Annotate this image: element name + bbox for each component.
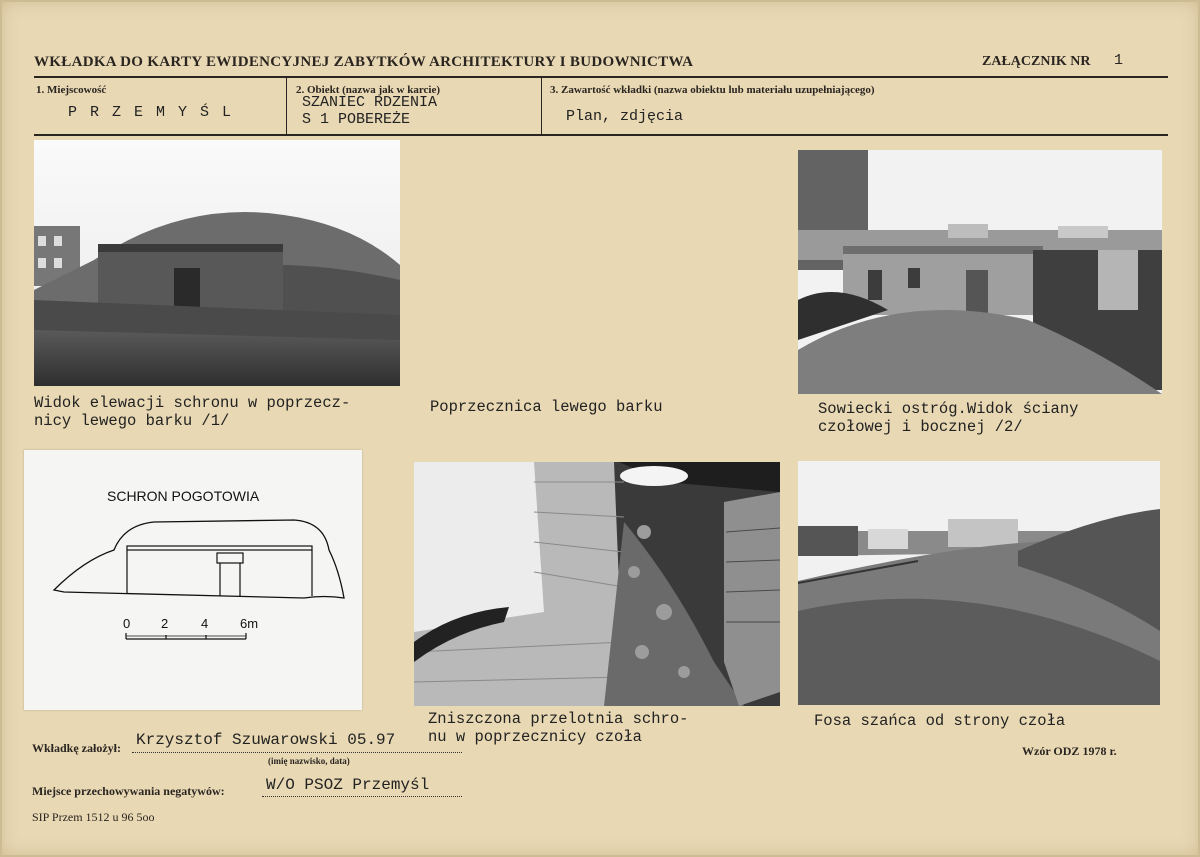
content-value: Plan, zdjęcia [566, 108, 684, 125]
place-value: P R Z E M Y Ś L [68, 104, 234, 121]
caption-photo3: Zniszczona przelotnia schro- nu w poprzecznicy czoła [428, 710, 689, 746]
plan-title: SCHRON POGOTOWIA [107, 488, 260, 504]
caption-middle: Poprzecznica lewego barku [430, 398, 663, 416]
photo-shelter-elevation [34, 140, 400, 386]
negatives-label: Miejsce przechowywania negatywów: [32, 784, 225, 798]
print-info: SIP Przem 1512 u 96 5oo [32, 810, 155, 824]
photo-soviet-spur [798, 150, 1162, 394]
scale-label-4: 4 [201, 616, 209, 631]
scale-label-0: 0 [123, 616, 131, 631]
negatives-dotline [262, 796, 462, 797]
photo-destroyed-passage [414, 462, 780, 706]
author-label: Wkładkę założył: [32, 741, 121, 755]
field-divider-2 [541, 78, 542, 134]
author-dotline [132, 752, 462, 753]
photo-moat [798, 461, 1160, 705]
field-divider-1 [286, 78, 287, 134]
scale-label-2: 2 [161, 616, 169, 631]
object-label: 2. Obiekt (nazwa jak w karcie) [296, 84, 441, 96]
object-value-line1: SZANIEC RDZENIA [302, 94, 438, 111]
negatives-value: W/O PSOZ Przemyśl [266, 776, 430, 794]
form-title: WKŁADKA DO KARTY EWIDENCYJNEJ ZABYTKÓW ARCHITEKTURY I BUDOWNICTWA [34, 54, 694, 70]
scale-label-6m: 6m [240, 616, 259, 631]
attachment-label: ZAŁĄCZNIK NR [982, 54, 1091, 69]
author-hint: (imię nazwisko, data) [268, 756, 350, 766]
attachment-number: 1 [1114, 52, 1124, 69]
field-row-rule [34, 134, 1168, 136]
caption-photo2: Sowiecki ostróg.Widok ściany czołowej i bocznej /2/ [818, 400, 1079, 436]
author-value: Krzysztof Szuwarowski 05.97 [136, 731, 396, 749]
content-label: 3. Zawartość wkładki (nazwa obiektu lub materiału uzupełniającego) [550, 84, 875, 96]
form-model: Wzór ODZ 1978 r. [1022, 744, 1117, 758]
caption-photo4: Fosa szańca od strony czoła [814, 712, 1066, 730]
header-rule [34, 76, 1168, 78]
shelter-plan-drawing [24, 450, 362, 710]
object-value-line2: S 1 POBEREŻE [302, 111, 411, 128]
place-label: 1. Miejscowość [36, 84, 107, 96]
caption-photo1: Widok elewacji schronu w poprzecz- nicy lewego barku /1/ [34, 394, 351, 430]
